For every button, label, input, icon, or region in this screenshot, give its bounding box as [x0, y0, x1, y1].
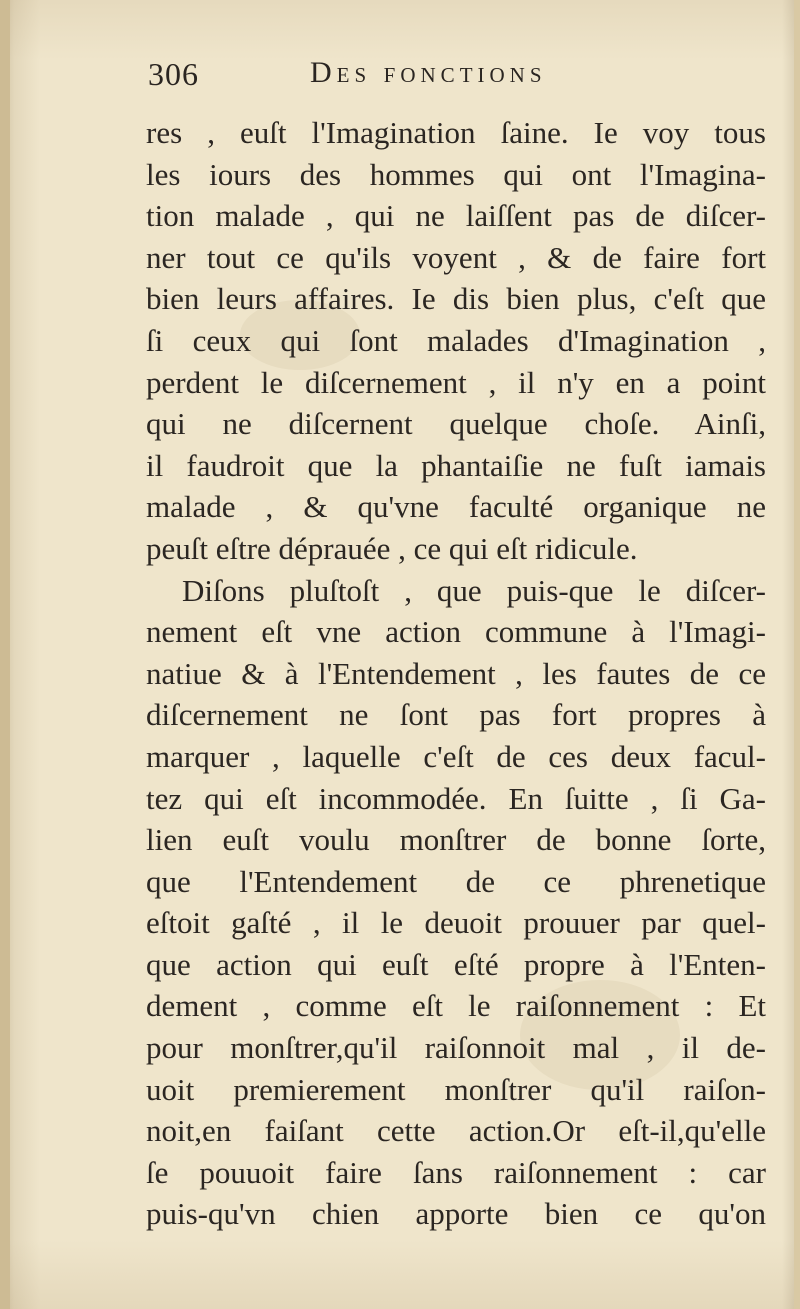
page-gutter-shadow: [0, 0, 10, 1309]
text-line: pour monſtrer,qu'il raiſonnoit mal , il de-: [146, 1030, 766, 1066]
text-line: diſcernement ne ſont pas fort propres à: [146, 697, 766, 733]
text-line: tez qui eſt incommodée. En ſuitte , ſi Ga-: [146, 780, 766, 816]
text-line: dement , comme eſt le raiſonnement : Et: [146, 988, 766, 1024]
text-line: marquer , laquelle c'eſt de ces deux facul-: [146, 738, 766, 774]
page-number: 306: [148, 56, 199, 92]
text-line: tion malade , qui ne laiſſent pas de diſcer-: [146, 198, 766, 234]
text-line: Diſons pluſtoſt , que puis-que le diſcer-: [182, 572, 766, 608]
text-line: qui ne diſcernent quelque choſe. Ainſi,: [146, 406, 766, 442]
page-header: [148, 50, 788, 106]
page-edge: [794, 0, 800, 1309]
text-line: que l'Entendement de ce phrenetique: [146, 863, 766, 899]
text-line: il faudroit que la phantaiſie ne fuſt iamais: [146, 447, 766, 483]
text-line: ſe pouuoit faire ſans raiſonnement : car: [146, 1154, 766, 1190]
text-line: peuſt eſtre déprauée , ce qui eſt ridicule.: [146, 530, 638, 566]
text-line: perdent le diſcernement , il n'y en a point: [146, 364, 766, 400]
text-line: lien euſt voulu monſtrer de bonne ſorte,: [146, 822, 766, 858]
text-line: res , euſt l'Imagination ſaine. Ie voy tous: [146, 115, 766, 150]
text-line: bien leurs affaires. Ie dis bien plus, c'eſt que: [146, 281, 766, 317]
text-line: les iours des hommes qui ont l'Imagina-: [146, 156, 766, 192]
text-line: noit,en faiſant cette action.Or eſt-il,qu'elle: [146, 1113, 766, 1149]
text-line: ſi ceux qui ſont malades d'Imagination ,: [146, 322, 766, 358]
text-line: natiue & à l'Entendement , les fautes de ce: [146, 655, 766, 691]
text-line: ner tout ce qu'ils voyent , & de faire fort: [146, 239, 766, 275]
text-line: uoit premierement monſtrer qu'il raiſon-: [146, 1071, 766, 1107]
text-line: malade , & qu'vne faculté organique ne: [146, 489, 766, 525]
text-line: nement eſt vne action commune à l'Imagi-: [146, 614, 766, 650]
text-line: eſtoit gaſté , il le deuoit prouuer par quel-: [146, 905, 766, 941]
body-text: [146, 112, 766, 1235]
text-line: que action qui euſt eſté propre à l'Enten-: [146, 946, 766, 982]
running-head: Des fonctions: [310, 56, 547, 89]
text-line: puis-qu'vn chien apporte bien ce qu'on: [146, 1196, 766, 1232]
